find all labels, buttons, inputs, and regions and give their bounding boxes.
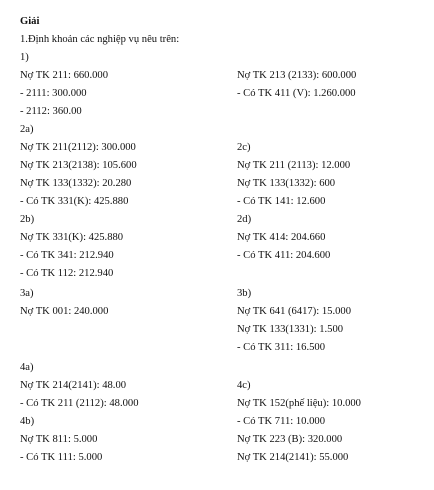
entry-line: - Có TK 141: 12.600: [237, 196, 326, 207]
entry-line: - 2111: 300.000: [20, 88, 87, 99]
section-label-4a: 4a): [20, 362, 34, 373]
entry-line: - Có TK 311: 16.500: [237, 342, 325, 353]
entry-line: Nợ TK 152(phế liệu): 10.000: [237, 398, 361, 409]
section-label-3b: 3b): [237, 288, 252, 299]
entry-line: - Có TK 211 (2112): 48.000: [20, 398, 139, 409]
entry-line: Nợ TK 213 (2133): 600.000: [237, 70, 357, 81]
entry-line: Nợ TK 214(2141): 48.00: [20, 380, 127, 391]
entry-line: - Có TK 112: 212.940: [20, 268, 114, 279]
entry-line: Nợ TK 211 (2113): 12.000: [237, 160, 351, 171]
entry-line: Nợ TK 214(2141): 55.000: [237, 452, 349, 463]
subtitle: 1.Định khoản các nghiệp vụ nêu trên:: [20, 34, 180, 45]
entry-line: - Có TK 711: 10.000: [237, 416, 325, 427]
section-label-4b: 4b): [20, 416, 35, 427]
entry-line: Nợ TK 211(2112): 300.000: [20, 142, 136, 153]
section-label-2c: 2c): [237, 142, 251, 153]
entry-line: Nợ TK 001: 240.000: [20, 306, 109, 317]
entry-line: - Có TK 411: 204.600: [237, 250, 331, 261]
entry-line: - 2112: 360.00: [20, 106, 82, 117]
entry-line: Nợ TK 331(K): 425.880: [20, 232, 124, 243]
entry-line: Nợ TK 211: 660.000: [20, 70, 108, 81]
entry-line: - Có TK 331(K): 425.880: [20, 196, 129, 207]
section-label-4c: 4c): [237, 380, 251, 391]
section-label-2b: 2b): [20, 214, 35, 225]
entry-line: Nợ TK 213(2138): 105.600: [20, 160, 137, 171]
section-label-2d: 2d): [237, 214, 252, 225]
entry-line: Nợ TK 641 (6417): 15.000: [237, 306, 351, 317]
entry-line: Nợ TK 811: 5.000: [20, 434, 98, 445]
section-label-3a: 3a): [20, 288, 34, 299]
entry-line: - Có TK 341: 212.940: [20, 250, 114, 261]
entry-line: Nợ TK 223 (B): 320.000: [237, 434, 343, 445]
entry-line: Nợ TK 133(1332): 600: [237, 178, 336, 189]
entry-line: Nợ TK 133(1331): 1.500: [237, 324, 344, 335]
entry-line: Nợ TK 414: 204.660: [237, 232, 326, 243]
section-label-2a: 2a): [20, 124, 34, 135]
entry-line: Nợ TK 133(1332): 20.280: [20, 178, 132, 189]
section-label-1: 1): [20, 52, 29, 63]
entry-line: - Có TK 411 (V): 1.260.000: [237, 88, 356, 99]
entry-line: - Có TK 111: 5.000: [20, 452, 103, 463]
heading: Giải: [20, 16, 40, 27]
